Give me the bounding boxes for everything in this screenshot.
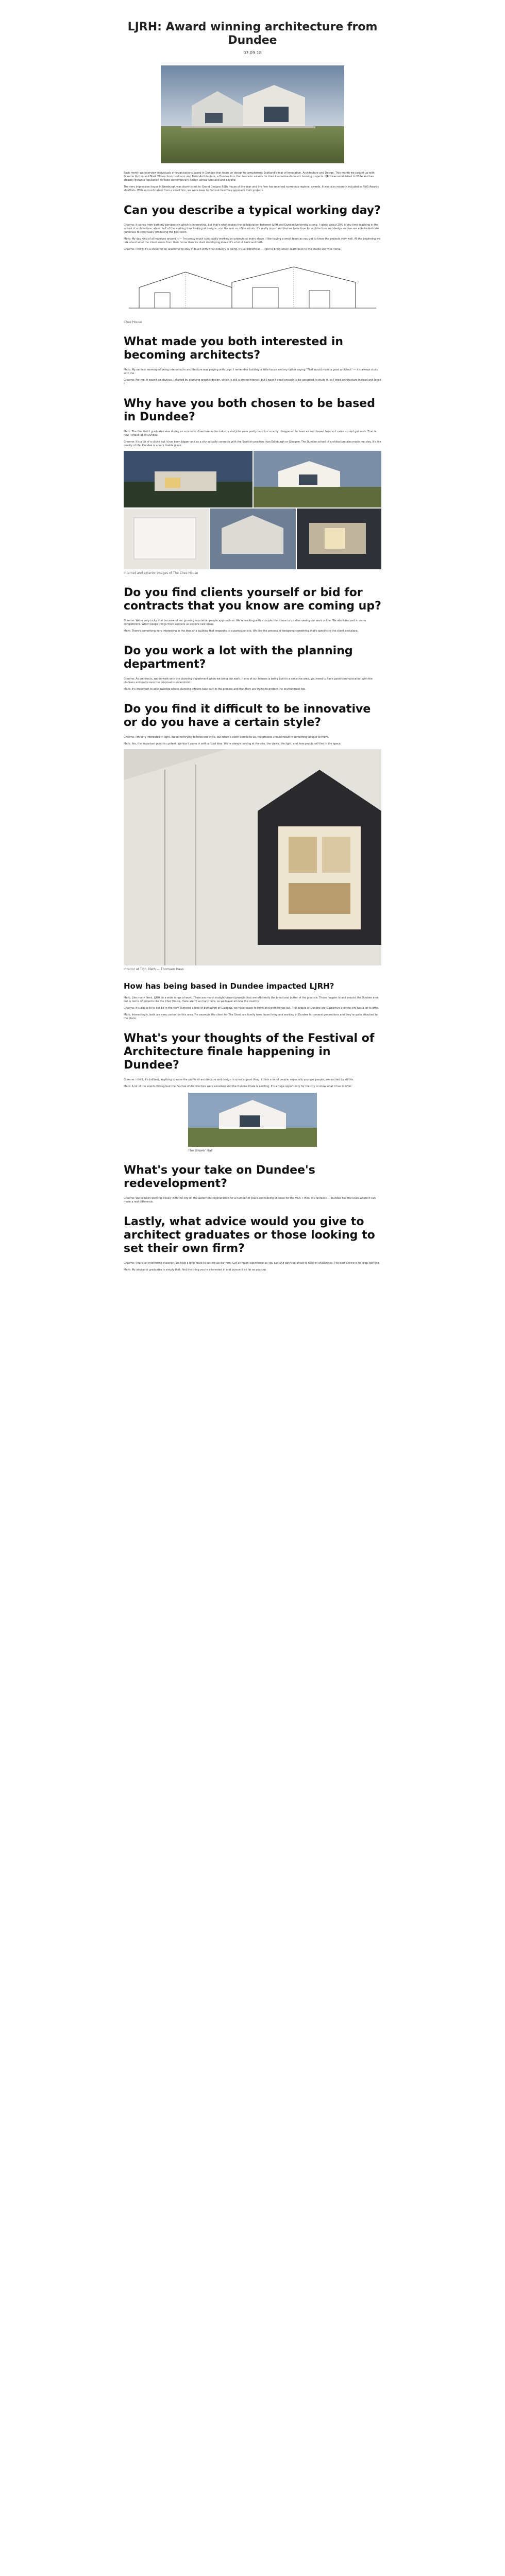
intro-paragraph-2: The very impressive house in Newburgh was short-listed for Grand Designs RIBA House of the Year and the firm has received numerous regional awards. It was also recently included in RIAS Awards shortlists. With so much talent from a small firm, we were keen to find out how they approach their projects.	[124, 185, 379, 192]
answer-paragraph: Graeme: I'm very interested in light. We're not trying to have one style, but when a client comes to us, the process should result in something unique to them.	[124, 736, 329, 739]
answer-paragraph: Mark: It's important to acknowledge where planning officers take part in the process and that they are trying to protect the environment too.	[124, 688, 306, 691]
question-heading: Do you find clients yourself or bid for contracts that you know are coming up?	[124, 586, 381, 613]
article-date: 07.09.18	[243, 50, 262, 55]
answer-paragraph: Mark: My advice to graduates is simply that: find the thing you're interested in and pursue it as far as you can.	[124, 1268, 267, 1272]
answer-paragraph: Graeme: As architects, we do work with the planning department when we bring out work. If one of our houses is being built in a sensitive area, you need to have good communication with the planners and make sure the proposal is understood.	[124, 677, 373, 684]
question-heading: Do you find it difficult to be innovative or do you have a certain style?	[124, 703, 371, 729]
hero-house-photo	[161, 65, 344, 163]
question-heading: Why have you both chosen to be based in Dundee?	[124, 397, 375, 423]
interior-caption: Interior at Tigh Blath — Thomsen Haus	[124, 968, 184, 971]
elevation-drawing	[124, 257, 381, 318]
answer-paragraph: Mark: The firm that I graduated was during an economic downturn in the industry and jobs were pretty hard to come by. I happened to have an aunt based here so I came up and got work. That is how I ended up in Dundee.	[124, 430, 377, 437]
answer-paragraph: Mark: Interestingly, both are very content in this area. For example the client for The Shed, are family here, have living and working in Dundee for several generations and they're quite attached to the place.	[124, 1013, 378, 1020]
question-heading: What's your thoughts of the Festival of Architecture finale happening in Dundee?	[124, 1032, 375, 1072]
answer-paragraph: Graeme: I think it's a shout for an academic to stay in touch with what industry is doing. It's all beneficial — I get to bring what I learn back to the studio and vice versa.	[124, 248, 342, 251]
answer-paragraph: Mark: There's something very interesting in the idea of a building that responds to a particular site. We like the process of designing something that's specific to the client and place.	[124, 630, 359, 633]
answer-paragraph: Graeme: It's also nice to not be in the very cluttered scene of Edinburgh or Glasgow, we have space to think and work things out. The people of Dundee are supportive and the city has a lot to offer.	[124, 1007, 379, 1010]
question-heading: Can you describe a typical working day?	[124, 204, 381, 217]
dunvegan-photo	[188, 1093, 317, 1147]
intro-paragraph-1: Each month we interview individuals or organisations based in Dundee that focus on design to complement Scotland's Year of Innovation, Architecture and Design. This month we caught up with Graeme Hutton and Mark Wilson from Lindhurst and Baird Architecture, a Dundee firm that has won awards for their innovative domestic housing projects. LJRH was established in 2014 and has steadily grown a reputation for bold contemporary design across Scotland and beyond.	[124, 172, 375, 182]
article-title: LJRH: Award winning architecture from Dundee	[127, 21, 378, 47]
elevation-caption: Chez House	[124, 320, 142, 324]
interior-photo	[124, 749, 381, 965]
answer-paragraph: Graeme: I think it's brilliant, anything to raise the profile of architecture and design in a really good thing. I think a lot of people, especially younger people, are excited by all this.	[124, 1078, 355, 1081]
answer-paragraph: Graeme: It varies from both my perspective which is interesting, but that's what makes the collaboration between LJRH and Dundee University strong. I spend about 20% of my time teaching in the school of architecture, about half of the working time looking at designs, and the rest on office admin. It's really important that we have time for architecture and design and we are able to dedicate ourselves to continually producing the best work.	[124, 224, 379, 234]
question-heading: Lastly, what advice would you give to architect graduates or those looking to set their own firm?	[124, 1215, 375, 1255]
answer-paragraph: Graeme: We've been working closely with the city on the waterfront regeneration for a number of years and looking at ideas for the V&A. I think it's fantastic — Dundee has the scale where it can make a real difference.	[124, 1197, 376, 1204]
subheading: How has being based in Dundee impacted LJRH?	[124, 981, 334, 991]
question-heading: What made you both interested in becoming architects?	[124, 335, 344, 362]
article-page	[124, 21, 381, 2576]
answer-paragraph: Mark: My earliest memory of being interested in architecture was playing with Lego. I remember building a little house and my father saying "That would make a good architect" — it's always stuck with me.	[124, 368, 378, 375]
answer-paragraph: Graeme: That's an interesting question, we took a long route to setting up our firm. Get as much experience as you can and don't be afraid to take on challenges. The best advice is to keep learning.	[124, 1262, 380, 1265]
answer-paragraph: Graeme: We're very lucky that because of our growing reputation people approach us. We're working with a couple that came to us after seeing our work online. We also take part in some competitions, which keeps things fresh and lets us explore new ideas.	[124, 619, 366, 626]
photos-caption: Internet and exterior images of The Chez House	[124, 571, 198, 575]
answer-paragraph: Graeme: For me, it wasn't so obvious. I started by studying graphic design, which is still a strong interest, but I wasn't good enough to be accepted to study it, so I tried architecture instead and loved it.	[124, 379, 381, 385]
answer-paragraph: Graeme: It's a bit of a cliché but it has been bigger and as a city actually connects with the Scottish practice than Edinburgh or Glasgow. The Dundee school of architecture also made me stay. It's the quality of life; Dundee is a very livable place.	[124, 440, 381, 447]
question-heading: Do you work a lot with the planning department?	[124, 645, 353, 671]
answer-paragraph: Mark: A lot of the events throughout the Festival of Architecture were excellent and the Dundee finale is exciting. It's a huge opportunity for the city to show what it has to offer.	[124, 1085, 352, 1088]
dunvegan-caption: The Brewer Hall	[188, 1149, 213, 1153]
photo-collage	[124, 451, 381, 569]
answer-paragraph: Mark: Yes, the important point is context. We don't come in with a fixed idea. We're always looking at the site, the views, the light, and how people will live in the space.	[124, 742, 342, 745]
answer-paragraph: Mark: My day kind of all revolves around it — I'm pretty much continually working on projects at every stage. I like having a small team as you get to know the projects very well. At the beginning we talk about what the client wants from their home then we start developing ideas. It's a lot of back and forth.	[124, 238, 380, 244]
question-heading: What's your take on Dundee's redevelopment?	[124, 1164, 315, 1190]
answer-paragraph: Mark: Like many firms, LJRH do a wide range of work. There are many straightforward projects that are efficiently the bread and butter of the practice. Those happen in and around the Dundee area but in terms of projects like the Chez House, there aren't as many here, so we travel all over the country.	[124, 996, 379, 1003]
